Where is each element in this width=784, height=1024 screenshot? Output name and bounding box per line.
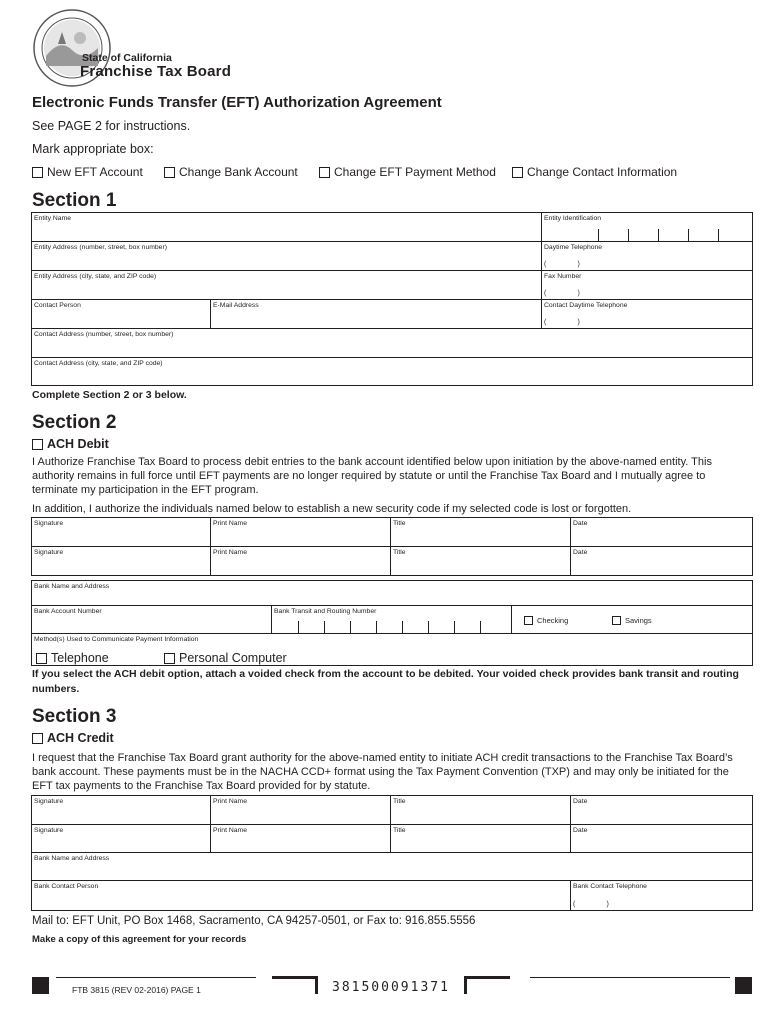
registration-mark <box>735 977 752 994</box>
account-type-options <box>32 165 677 179</box>
footer-rule <box>56 977 256 978</box>
checkbox[interactable] <box>524 616 533 625</box>
debit-signature-table <box>31 517 753 576</box>
title-field[interactable]: Title <box>391 825 571 853</box>
bank-account-number-field[interactable]: Bank Account Number <box>32 606 272 634</box>
contact-person-field[interactable]: Contact Person <box>32 300 211 329</box>
title-field[interactable]: Title <box>391 796 571 825</box>
contact-address-street-field[interactable]: Contact Address (number, street, box number) <box>32 329 752 358</box>
title-field[interactable]: Title <box>391 518 571 547</box>
print-name-field[interactable]: Print Name <box>211 796 391 825</box>
account-type-field <box>512 606 752 634</box>
checkbox[interactable] <box>319 167 330 178</box>
checkbox[interactable] <box>612 616 621 625</box>
contact-telephone-field[interactable]: Contact Daytime Telephone ( ) <box>542 300 752 329</box>
debit-authorization-text: I Authorize Franchise Tax Board to process debit entries to the bank account identified below upon initiation by the above-named entity. This authority remains in full force until EFT payments are no longer required by statute or until the Franchise Tax Board and I mutually agree to terminate my participation in the EFT program. <box>32 456 712 496</box>
credit-bank-name-field[interactable]: Bank Name and Address <box>32 853 752 881</box>
complete-section-note: Complete Section 2 or 3 below. <box>32 389 187 401</box>
checkbox[interactable] <box>32 439 43 450</box>
change-bank-account-option[interactable]: Change Bank Account <box>164 165 319 179</box>
telephone-option[interactable]: Telephone <box>36 651 109 665</box>
signature-field[interactable]: Signature <box>32 518 211 547</box>
email-address-field[interactable]: E-Mail Address <box>211 300 542 329</box>
checkbox[interactable] <box>512 167 523 178</box>
date-field[interactable]: Date <box>571 825 752 853</box>
print-name-field[interactable]: Print Name <box>211 825 391 853</box>
registration-mark <box>32 977 49 994</box>
voided-check-note: If you select the ACH debit option, attach a voided check from the account to be debited. Your voided check provides bank transit and routing numbers. <box>32 668 739 695</box>
security-code-text: In addition, I authorize the individuals named below to establish a new security code if my selected code is lost or forgotten. <box>32 503 632 515</box>
date-field[interactable]: Date <box>573 549 588 556</box>
mail-to-note: Mail to: EFT Unit, PO Box 1468, Sacramento, CA 94257-0501, or Fax to: 916.855.5556 <box>32 915 476 927</box>
fax-number-field[interactable]: Fax Number ( ) <box>542 271 752 300</box>
entity-address-city-field[interactable]: Entity Address (city, state, and ZIP code) <box>32 271 542 300</box>
ach-credit-option[interactable]: ACH Credit <box>32 731 114 745</box>
scan-bracket <box>464 976 510 994</box>
section-3-heading: Section 3 <box>32 706 117 727</box>
section-1-table <box>31 212 753 386</box>
checkbox[interactable] <box>32 733 43 744</box>
new-eft-account-option[interactable]: New EFT Account <box>32 165 164 179</box>
savings-option[interactable]: Savings <box>612 616 652 625</box>
mark-box-label: Mark appropriate box: <box>32 142 154 156</box>
barcode-number: 381500091371 <box>332 980 450 995</box>
footer-rule <box>530 977 730 978</box>
credit-authorization-text: I request that the Franchise Tax Board grant authority for the above-named entity to initiate ACH credit transactions to the Franchise Tax Board’s bank account. These payments must be in the NACHA CCD+ format using the Tax Payment Convention (TXP) and may only be initiated for the EFT tax payments to the Franchise Tax Board provided for by statute. <box>32 752 733 792</box>
copy-note: Make a copy of this agreement for your records <box>32 934 247 945</box>
instructions-note: See PAGE 2 for instructions. <box>32 119 191 133</box>
date-field[interactable]: Date <box>571 796 752 825</box>
title-field[interactable]: Title <box>391 547 571 575</box>
print-name-field[interactable]: Print Name <box>211 547 391 575</box>
bank-contact-person-field[interactable]: Bank Contact Person <box>32 881 571 910</box>
signature-field[interactable]: Signature <box>32 825 211 853</box>
change-contact-option[interactable]: Change Contact Information <box>512 165 677 179</box>
daytime-telephone-field[interactable]: Daytime Telephone ( ) <box>542 242 752 271</box>
routing-number-field[interactable]: Bank Transit and Routing Number <box>272 606 512 634</box>
contact-address-city-field[interactable]: Contact Address (city, state, and ZIP code) <box>34 360 163 367</box>
bank-contact-telephone-field[interactable]: Bank Contact Telephone ( ) <box>573 883 647 908</box>
checkbox[interactable] <box>164 653 175 664</box>
personal-computer-option[interactable]: Personal Computer <box>164 651 287 665</box>
form-identifier: FTB 3815 (REV 02-2016) PAGE 1 <box>72 985 201 995</box>
checkbox[interactable] <box>164 167 175 178</box>
entity-address-street-field[interactable]: Entity Address (number, street, box number) <box>32 242 542 271</box>
bank-name-address-field[interactable]: Bank Name and Address <box>32 581 752 606</box>
print-name-field[interactable]: Print Name <box>211 518 391 547</box>
checkbox[interactable] <box>32 167 43 178</box>
change-eft-method-option[interactable]: Change EFT Payment Method <box>319 165 512 179</box>
checking-option[interactable]: Checking <box>524 616 568 625</box>
section-2-heading: Section 2 <box>32 412 117 433</box>
debit-bank-table <box>31 580 753 666</box>
credit-table <box>31 795 753 911</box>
signature-field[interactable]: Signature <box>32 796 211 825</box>
checkbox[interactable] <box>36 653 47 664</box>
payment-methods-field: Method(s) Used to Communicate Payment Information Telephone Personal Computer <box>34 636 287 665</box>
entity-id-field[interactable]: Entity Identification <box>542 213 752 242</box>
ach-debit-option[interactable]: ACH Debit <box>32 437 109 451</box>
entity-name-field[interactable]: Entity Name <box>32 213 542 242</box>
agency-name: Franchise Tax Board <box>80 63 232 80</box>
date-field[interactable]: Date <box>571 518 752 547</box>
section-1-heading: Section 1 <box>32 190 117 211</box>
state-line: State of California <box>82 52 172 64</box>
scan-bracket <box>272 976 318 994</box>
signature-field[interactable]: Signature <box>32 547 211 575</box>
form-title: Electronic Funds Transfer (EFT) Authorization Agreement <box>32 94 442 111</box>
